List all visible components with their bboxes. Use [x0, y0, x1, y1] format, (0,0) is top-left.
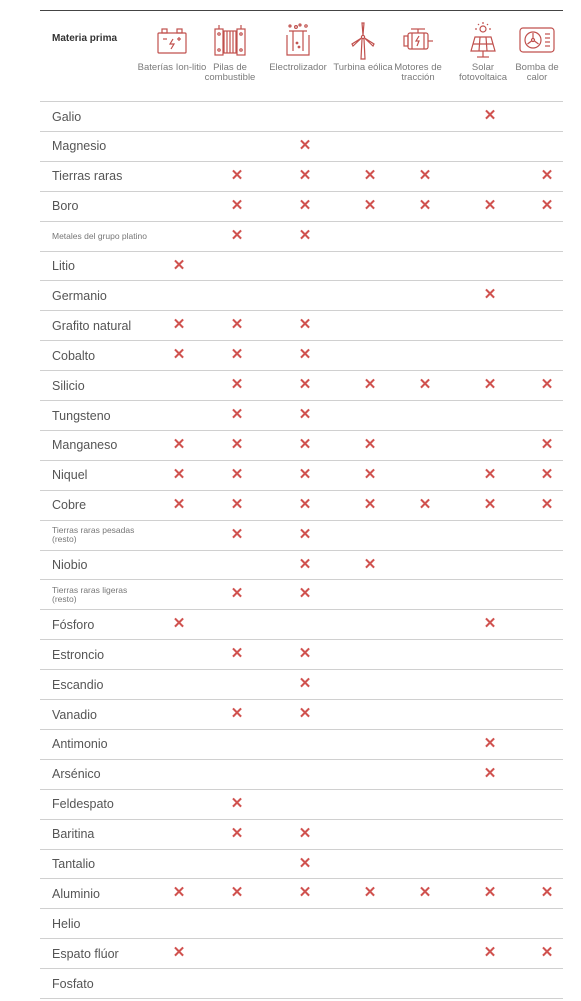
row-label: Estroncio — [52, 647, 105, 662]
mark-pv: ✕ — [483, 764, 497, 782]
mark-mt: ✕ — [418, 495, 432, 513]
table-row — [40, 370, 563, 400]
mark-bat: ✕ — [172, 435, 186, 453]
mark-el: ✕ — [298, 495, 312, 513]
table-row — [40, 460, 563, 490]
table-row — [40, 579, 563, 609]
table-row — [40, 639, 563, 669]
mark-el: ✕ — [298, 884, 312, 902]
mark-bat: ✕ — [172, 465, 186, 483]
battery-icon — [152, 21, 192, 61]
table-row — [40, 968, 563, 998]
mark-pv: ✕ — [483, 884, 497, 902]
column-label: Bomba de calor — [515, 62, 559, 83]
table-header — [40, 11, 563, 99]
row-label: Litio — [52, 259, 75, 273]
mark-bat: ✕ — [172, 316, 186, 334]
row-label: Cobre — [52, 498, 87, 513]
row-label: Niobio — [52, 558, 88, 572]
column-label: Electrolizador — [269, 62, 327, 73]
mark-el: ✕ — [298, 136, 312, 154]
row-label: Niquel — [52, 468, 88, 483]
mark-wt: ✕ — [363, 376, 377, 394]
mark-wt: ✕ — [363, 166, 377, 184]
mark-bat: ✕ — [172, 615, 186, 633]
table-row — [40, 101, 563, 131]
table-row — [40, 908, 563, 938]
mark-fc: ✕ — [230, 884, 244, 902]
mark-pv: ✕ — [483, 734, 497, 752]
mark-hp: ✕ — [540, 884, 554, 902]
table-row — [40, 849, 563, 879]
table-row — [40, 938, 563, 968]
row-label: Baritina — [52, 827, 95, 842]
mark-fc: ✕ — [230, 435, 244, 453]
mark-el: ✕ — [298, 525, 312, 543]
table-row — [40, 609, 563, 639]
mark-pv: ✕ — [483, 107, 497, 124]
table-row — [40, 878, 563, 908]
mark-bat: ✕ — [172, 884, 186, 902]
row-label: Fósforo — [52, 617, 95, 632]
mark-mt: ✕ — [418, 196, 432, 214]
mark-hp: ✕ — [540, 465, 554, 483]
mark-el: ✕ — [298, 226, 312, 244]
mark-fc: ✕ — [230, 585, 244, 603]
electrolyzer-icon — [278, 21, 318, 61]
table-row — [40, 251, 563, 281]
mark-wt: ✕ — [363, 884, 377, 902]
mark-pv: ✕ — [483, 465, 497, 483]
mark-el: ✕ — [298, 166, 312, 184]
mark-wt: ✕ — [363, 495, 377, 513]
row-label: Tierras raras pesadas (resto) — [52, 525, 135, 545]
mark-el: ✕ — [298, 675, 312, 693]
mark-hp: ✕ — [540, 435, 554, 453]
column-label: Turbina eólica — [333, 62, 393, 73]
table-row — [40, 161, 563, 191]
mark-fc: ✕ — [230, 226, 244, 244]
table-row — [40, 430, 563, 460]
mark-fc: ✕ — [230, 196, 244, 214]
table-row — [40, 191, 563, 221]
table-row — [40, 221, 563, 251]
mark-pv: ✕ — [483, 196, 497, 214]
mark-pv: ✕ — [483, 286, 497, 304]
mark-bat: ✕ — [172, 944, 186, 962]
table-row — [40, 699, 563, 729]
table-row — [40, 789, 563, 819]
mark-fc: ✕ — [230, 376, 244, 394]
mark-mt: ✕ — [418, 376, 432, 394]
mark-fc: ✕ — [230, 794, 244, 812]
table-row — [40, 550, 563, 580]
mark-wt: ✕ — [363, 555, 377, 573]
row-label: Metales del grupo platino — [52, 230, 147, 241]
mark-fc: ✕ — [230, 316, 244, 334]
mark-fc: ✕ — [230, 406, 244, 423]
table-row — [40, 729, 563, 759]
mark-pv: ✕ — [483, 944, 497, 962]
table-row — [40, 400, 563, 430]
column-label: Pilas de combustible — [204, 62, 256, 83]
row-label: Magnesio — [52, 139, 107, 154]
row-label: Manganeso — [52, 438, 118, 453]
table-row — [40, 310, 563, 340]
mark-fc: ✕ — [230, 645, 244, 663]
mark-fc: ✕ — [230, 495, 244, 513]
fuel-cell-icon — [210, 21, 250, 61]
mark-pv: ✕ — [483, 495, 497, 513]
mark-el: ✕ — [298, 196, 312, 214]
mark-el: ✕ — [298, 705, 312, 722]
row-label: Tantalio — [52, 857, 96, 871]
mark-bat: ✕ — [172, 495, 186, 513]
mark-hp: ✕ — [540, 166, 554, 184]
row-label: Fosfato — [52, 976, 94, 991]
mark-el: ✕ — [298, 555, 312, 573]
mark-fc: ✕ — [230, 346, 244, 364]
mark-el: ✕ — [298, 435, 312, 453]
column-label: Solar fotovoltaica — [458, 62, 508, 83]
mark-bat: ✕ — [172, 346, 186, 364]
table-row — [40, 131, 563, 161]
table-bottom-rule — [40, 998, 563, 999]
table-row — [40, 520, 563, 550]
mark-el: ✕ — [298, 346, 312, 364]
column-label: Baterías Ion-litio — [137, 62, 207, 73]
row-label: Escandio — [52, 677, 104, 692]
wind-turbine-icon — [343, 21, 383, 61]
mark-fc: ✕ — [230, 166, 244, 184]
row-label: Espato flúor — [52, 946, 119, 961]
table-row — [40, 819, 563, 849]
mark-fc: ✕ — [230, 525, 244, 543]
row-label: Arsénico — [52, 767, 101, 782]
mark-hp: ✕ — [540, 376, 554, 394]
row-label: Boro — [52, 199, 79, 214]
table-row — [40, 280, 563, 310]
mark-fc: ✕ — [230, 465, 244, 483]
mark-wt: ✕ — [363, 196, 377, 214]
mark-el: ✕ — [298, 316, 312, 334]
row-label: Cobalto — [52, 348, 96, 363]
mark-wt: ✕ — [363, 435, 377, 453]
row-label: Tierras raras — [52, 169, 123, 184]
mark-wt: ✕ — [363, 465, 377, 483]
table-row — [40, 340, 563, 370]
row-label: Germanio — [52, 288, 107, 303]
mark-mt: ✕ — [418, 884, 432, 902]
mark-mt: ✕ — [418, 166, 432, 184]
row-label: Tungsteno — [52, 408, 111, 423]
mark-hp: ✕ — [540, 196, 554, 214]
header-title: Materia prima — [52, 33, 118, 44]
solar-panel-icon — [463, 21, 503, 61]
motor-icon — [398, 21, 438, 61]
mark-fc: ✕ — [230, 824, 244, 842]
mark-fc: ✕ — [230, 705, 244, 722]
mark-el: ✕ — [298, 645, 312, 663]
table-row — [40, 669, 563, 699]
mark-el: ✕ — [298, 376, 312, 394]
mark-hp: ✕ — [540, 944, 554, 962]
mark-el: ✕ — [298, 824, 312, 842]
row-label: Aluminio — [52, 886, 100, 901]
mark-el: ✕ — [298, 465, 312, 483]
mark-hp: ✕ — [540, 495, 554, 513]
column-label: Motores de tracción — [394, 62, 442, 83]
row-label: Helio — [52, 916, 81, 931]
heat-pump-icon — [517, 21, 557, 61]
mark-el: ✕ — [298, 585, 312, 603]
row-label: Silicio — [52, 378, 85, 393]
table-row — [40, 759, 563, 789]
row-label: Galio — [52, 109, 82, 124]
row-label: Tierras raras ligeras (resto) — [52, 584, 128, 604]
mark-el: ✕ — [298, 854, 312, 872]
row-label: Antimonio — [52, 737, 108, 752]
mark-pv: ✕ — [483, 615, 497, 633]
mark-el: ✕ — [298, 406, 312, 423]
row-label: Vanadio — [52, 707, 97, 722]
mark-bat: ✕ — [172, 256, 186, 274]
row-label: Grafito natural — [52, 318, 132, 333]
mark-pv: ✕ — [483, 376, 497, 394]
row-label: Feldespato — [52, 797, 114, 812]
table-row — [40, 490, 563, 520]
